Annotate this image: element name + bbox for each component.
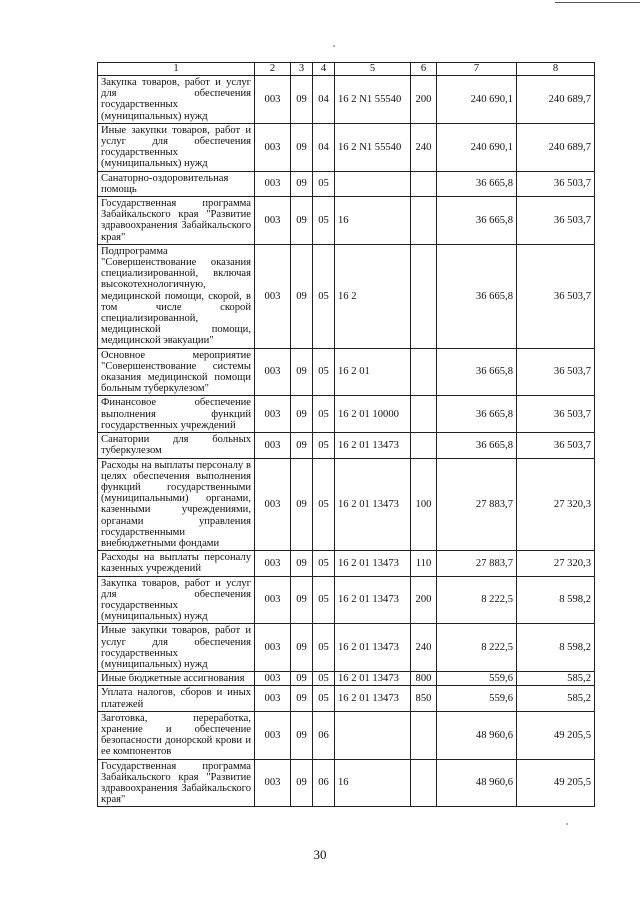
table-row bbox=[98, 458, 595, 551]
row-name: Финансовое обеспечение выполнения функций государственных учреждений bbox=[98, 396, 255, 433]
admin-code: 003 bbox=[255, 396, 291, 433]
subsection-code: 05 bbox=[313, 551, 335, 576]
target-article-code: 16 2 N1 55540 bbox=[335, 123, 411, 171]
amount-year-2: 585,2 bbox=[517, 672, 595, 686]
row-name: Закупка товаров, работ и услуг для обеспечения государственных (муниципальных) нужд bbox=[98, 76, 255, 124]
amount-year-2: 240 689,7 bbox=[517, 76, 595, 124]
target-article-code: 16 bbox=[335, 759, 411, 807]
subsection-code: 05 bbox=[313, 672, 335, 686]
admin-code: 003 bbox=[255, 672, 291, 686]
row-name: Санатории для больных туберкулезом bbox=[98, 433, 255, 458]
amount-year-1: 48 960,6 bbox=[437, 759, 517, 807]
amount-year-1: 36 665,8 bbox=[437, 197, 517, 245]
column-header-3: 3 bbox=[291, 63, 313, 76]
target-article-code: 16 2 01 13473 bbox=[335, 433, 411, 458]
target-article-code: 16 2 01 13473 bbox=[335, 458, 411, 551]
row-name: Закупка товаров, работ и услуг для обеспечения государственных (муниципальных) нужд bbox=[98, 576, 255, 624]
row-name: Подпрограмма "Совершенствование оказания специализированной, включая высокотехнологичную, медицинской помощи, скорой, в том числе скорой специализированной, медицинской помощи, медицинской эвакуации" bbox=[98, 244, 255, 348]
target-article-code bbox=[335, 711, 411, 759]
section-code: 09 bbox=[291, 551, 313, 576]
admin-code: 003 bbox=[255, 171, 291, 196]
table-row bbox=[98, 551, 595, 576]
table-row bbox=[98, 123, 595, 171]
target-article-code: 16 2 01 13473 bbox=[335, 686, 411, 711]
row-name: Иные закупки товаров, работ и услуг для обеспечения государственных (муниципальных) нужд bbox=[98, 624, 255, 672]
table-row bbox=[98, 672, 595, 686]
section-code: 09 bbox=[291, 759, 313, 807]
expense-type-code bbox=[411, 396, 437, 433]
amount-year-2: 36 503,7 bbox=[517, 348, 595, 396]
row-name: Иные закупки товаров, работ и услуг для обеспечения государственных (муниципальных) нужд bbox=[98, 123, 255, 171]
admin-code: 003 bbox=[255, 348, 291, 396]
table-row bbox=[98, 76, 595, 124]
admin-code: 003 bbox=[255, 244, 291, 348]
amount-year-1: 36 665,8 bbox=[437, 244, 517, 348]
target-article-code: 16 2 bbox=[335, 244, 411, 348]
amount-year-2: 36 503,7 bbox=[517, 396, 595, 433]
admin-code: 003 bbox=[255, 759, 291, 807]
expense-type-code bbox=[411, 433, 437, 458]
table-row bbox=[98, 171, 595, 196]
subsection-code: 05 bbox=[313, 576, 335, 624]
amount-year-1: 240 690,1 bbox=[437, 76, 517, 124]
table-row bbox=[98, 348, 595, 396]
subsection-code: 06 bbox=[313, 759, 335, 807]
section-code: 09 bbox=[291, 624, 313, 672]
amount-year-2: 36 503,7 bbox=[517, 244, 595, 348]
expense-type-code bbox=[411, 197, 437, 245]
admin-code: 003 bbox=[255, 624, 291, 672]
row-name: Санаторно-оздоровительная помощь bbox=[98, 171, 255, 196]
scan-speck bbox=[566, 823, 568, 825]
table-row bbox=[98, 197, 595, 245]
subsection-code: 05 bbox=[313, 244, 335, 348]
expense-type-code: 800 bbox=[411, 672, 437, 686]
subsection-code: 05 bbox=[313, 171, 335, 196]
target-article-code: 16 2 01 13473 bbox=[335, 576, 411, 624]
row-name: Основное мероприятие "Совершенствование системы оказания медицинской помощи больным туберкулезом" bbox=[98, 348, 255, 396]
target-article-code: 16 2 01 13473 bbox=[335, 672, 411, 686]
expense-type-code: 100 bbox=[411, 458, 437, 551]
table-row bbox=[98, 576, 595, 624]
amount-year-2: 8 598,2 bbox=[517, 624, 595, 672]
expense-type-code: 110 bbox=[411, 551, 437, 576]
column-header-1: 1 bbox=[98, 63, 255, 76]
budget-table bbox=[97, 62, 595, 807]
expense-type-code: 200 bbox=[411, 76, 437, 124]
expense-type-code bbox=[411, 348, 437, 396]
column-header-7: 7 bbox=[437, 63, 517, 76]
row-name: Заготовка, переработка, хранение и обеспечение безопасности донорской крови и ее компонентов bbox=[98, 711, 255, 759]
section-code: 09 bbox=[291, 576, 313, 624]
table-header-row bbox=[98, 63, 595, 76]
column-header-2: 2 bbox=[255, 63, 291, 76]
amount-year-1: 240 690,1 bbox=[437, 123, 517, 171]
amount-year-1: 27 883,7 bbox=[437, 551, 517, 576]
amount-year-2: 27 320,3 bbox=[517, 551, 595, 576]
amount-year-1: 8 222,5 bbox=[437, 624, 517, 672]
row-name: Государственная программа Забайкальского края "Развитие здравоохранения Забайкальского края" bbox=[98, 197, 255, 245]
subsection-code: 05 bbox=[313, 433, 335, 458]
subsection-code: 05 bbox=[313, 348, 335, 396]
table-row bbox=[98, 686, 595, 711]
amount-year-2: 8 598,2 bbox=[517, 576, 595, 624]
row-name: Иные бюджетные ассигнования bbox=[98, 672, 255, 686]
target-article-code: 16 2 01 13473 bbox=[335, 551, 411, 576]
amount-year-2: 36 503,7 bbox=[517, 433, 595, 458]
scan-speck bbox=[333, 45, 335, 47]
amount-year-2: 27 320,3 bbox=[517, 458, 595, 551]
target-article-code: 16 2 01 10000 bbox=[335, 396, 411, 433]
expense-type-code bbox=[411, 171, 437, 196]
target-article-code: 16 2 01 bbox=[335, 348, 411, 396]
table-row bbox=[98, 244, 595, 348]
subsection-code: 05 bbox=[313, 624, 335, 672]
section-code: 09 bbox=[291, 396, 313, 433]
amount-year-1: 36 665,8 bbox=[437, 348, 517, 396]
row-name: Государственная программа Забайкальского края "Развитие здравоохранения Забайкальского края" bbox=[98, 759, 255, 807]
admin-code: 003 bbox=[255, 76, 291, 124]
section-code: 09 bbox=[291, 672, 313, 686]
row-name: Расходы на выплаты персоналу в целях обеспечения выполнения функций государственными (муниципальными) органами, казенными учреждениями, органами управления государственными внебюджетными фондами bbox=[98, 458, 255, 551]
section-code: 09 bbox=[291, 123, 313, 171]
admin-code: 003 bbox=[255, 551, 291, 576]
expense-type-code: 240 bbox=[411, 624, 437, 672]
expense-type-code bbox=[411, 759, 437, 807]
subsection-code: 05 bbox=[313, 686, 335, 711]
amount-year-1: 27 883,7 bbox=[437, 458, 517, 551]
amount-year-2: 36 503,7 bbox=[517, 197, 595, 245]
amount-year-2: 585,2 bbox=[517, 686, 595, 711]
section-code: 09 bbox=[291, 433, 313, 458]
column-header-6: 6 bbox=[411, 63, 437, 76]
target-article-code: 16 2 01 13473 bbox=[335, 624, 411, 672]
amount-year-1: 559,6 bbox=[437, 672, 517, 686]
subsection-code: 04 bbox=[313, 76, 335, 124]
table-row bbox=[98, 711, 595, 759]
admin-code: 003 bbox=[255, 123, 291, 171]
expense-type-code: 850 bbox=[411, 686, 437, 711]
admin-code: 003 bbox=[255, 576, 291, 624]
section-code: 09 bbox=[291, 348, 313, 396]
column-header-5: 5 bbox=[335, 63, 411, 76]
admin-code: 003 bbox=[255, 711, 291, 759]
amount-year-1: 36 665,8 bbox=[437, 433, 517, 458]
table-row bbox=[98, 759, 595, 807]
amount-year-1: 559,6 bbox=[437, 686, 517, 711]
section-code: 09 bbox=[291, 458, 313, 551]
admin-code: 003 bbox=[255, 686, 291, 711]
table-row bbox=[98, 624, 595, 672]
subsection-code: 04 bbox=[313, 123, 335, 171]
section-code: 09 bbox=[291, 197, 313, 245]
row-name: Уплата налогов, сборов и иных платежей bbox=[98, 686, 255, 711]
amount-year-2: 49 205,5 bbox=[517, 759, 595, 807]
table-row bbox=[98, 433, 595, 458]
section-code: 09 bbox=[291, 686, 313, 711]
subsection-code: 05 bbox=[313, 458, 335, 551]
column-header-4: 4 bbox=[313, 63, 335, 76]
amount-year-1: 8 222,5 bbox=[437, 576, 517, 624]
amount-year-1: 48 960,6 bbox=[437, 711, 517, 759]
amount-year-2: 36 503,7 bbox=[517, 171, 595, 196]
expense-type-code: 240 bbox=[411, 123, 437, 171]
row-name: Расходы на выплаты персоналу казенных учреждений bbox=[98, 551, 255, 576]
admin-code: 003 bbox=[255, 197, 291, 245]
section-code: 09 bbox=[291, 711, 313, 759]
amount-year-1: 36 665,8 bbox=[437, 396, 517, 433]
subsection-code: 06 bbox=[313, 711, 335, 759]
scan-edge-line bbox=[555, 2, 640, 3]
page-number: 30 bbox=[313, 847, 327, 862]
expense-type-code bbox=[411, 244, 437, 348]
section-code: 09 bbox=[291, 244, 313, 348]
target-article-code: 16 bbox=[335, 197, 411, 245]
amount-year-1: 36 665,8 bbox=[437, 171, 517, 196]
admin-code: 003 bbox=[255, 433, 291, 458]
amount-year-2: 49 205,5 bbox=[517, 711, 595, 759]
subsection-code: 05 bbox=[313, 197, 335, 245]
target-article-code: 16 2 N1 55540 bbox=[335, 76, 411, 124]
amount-year-2: 240 689,7 bbox=[517, 123, 595, 171]
expense-type-code: 200 bbox=[411, 576, 437, 624]
admin-code: 003 bbox=[255, 458, 291, 551]
expense-type-code bbox=[411, 711, 437, 759]
section-code: 09 bbox=[291, 76, 313, 124]
section-code: 09 bbox=[291, 171, 313, 196]
table-body bbox=[98, 76, 595, 807]
target-article-code bbox=[335, 171, 411, 196]
column-header-8: 8 bbox=[517, 63, 595, 76]
table-row bbox=[98, 396, 595, 433]
subsection-code: 05 bbox=[313, 396, 335, 433]
